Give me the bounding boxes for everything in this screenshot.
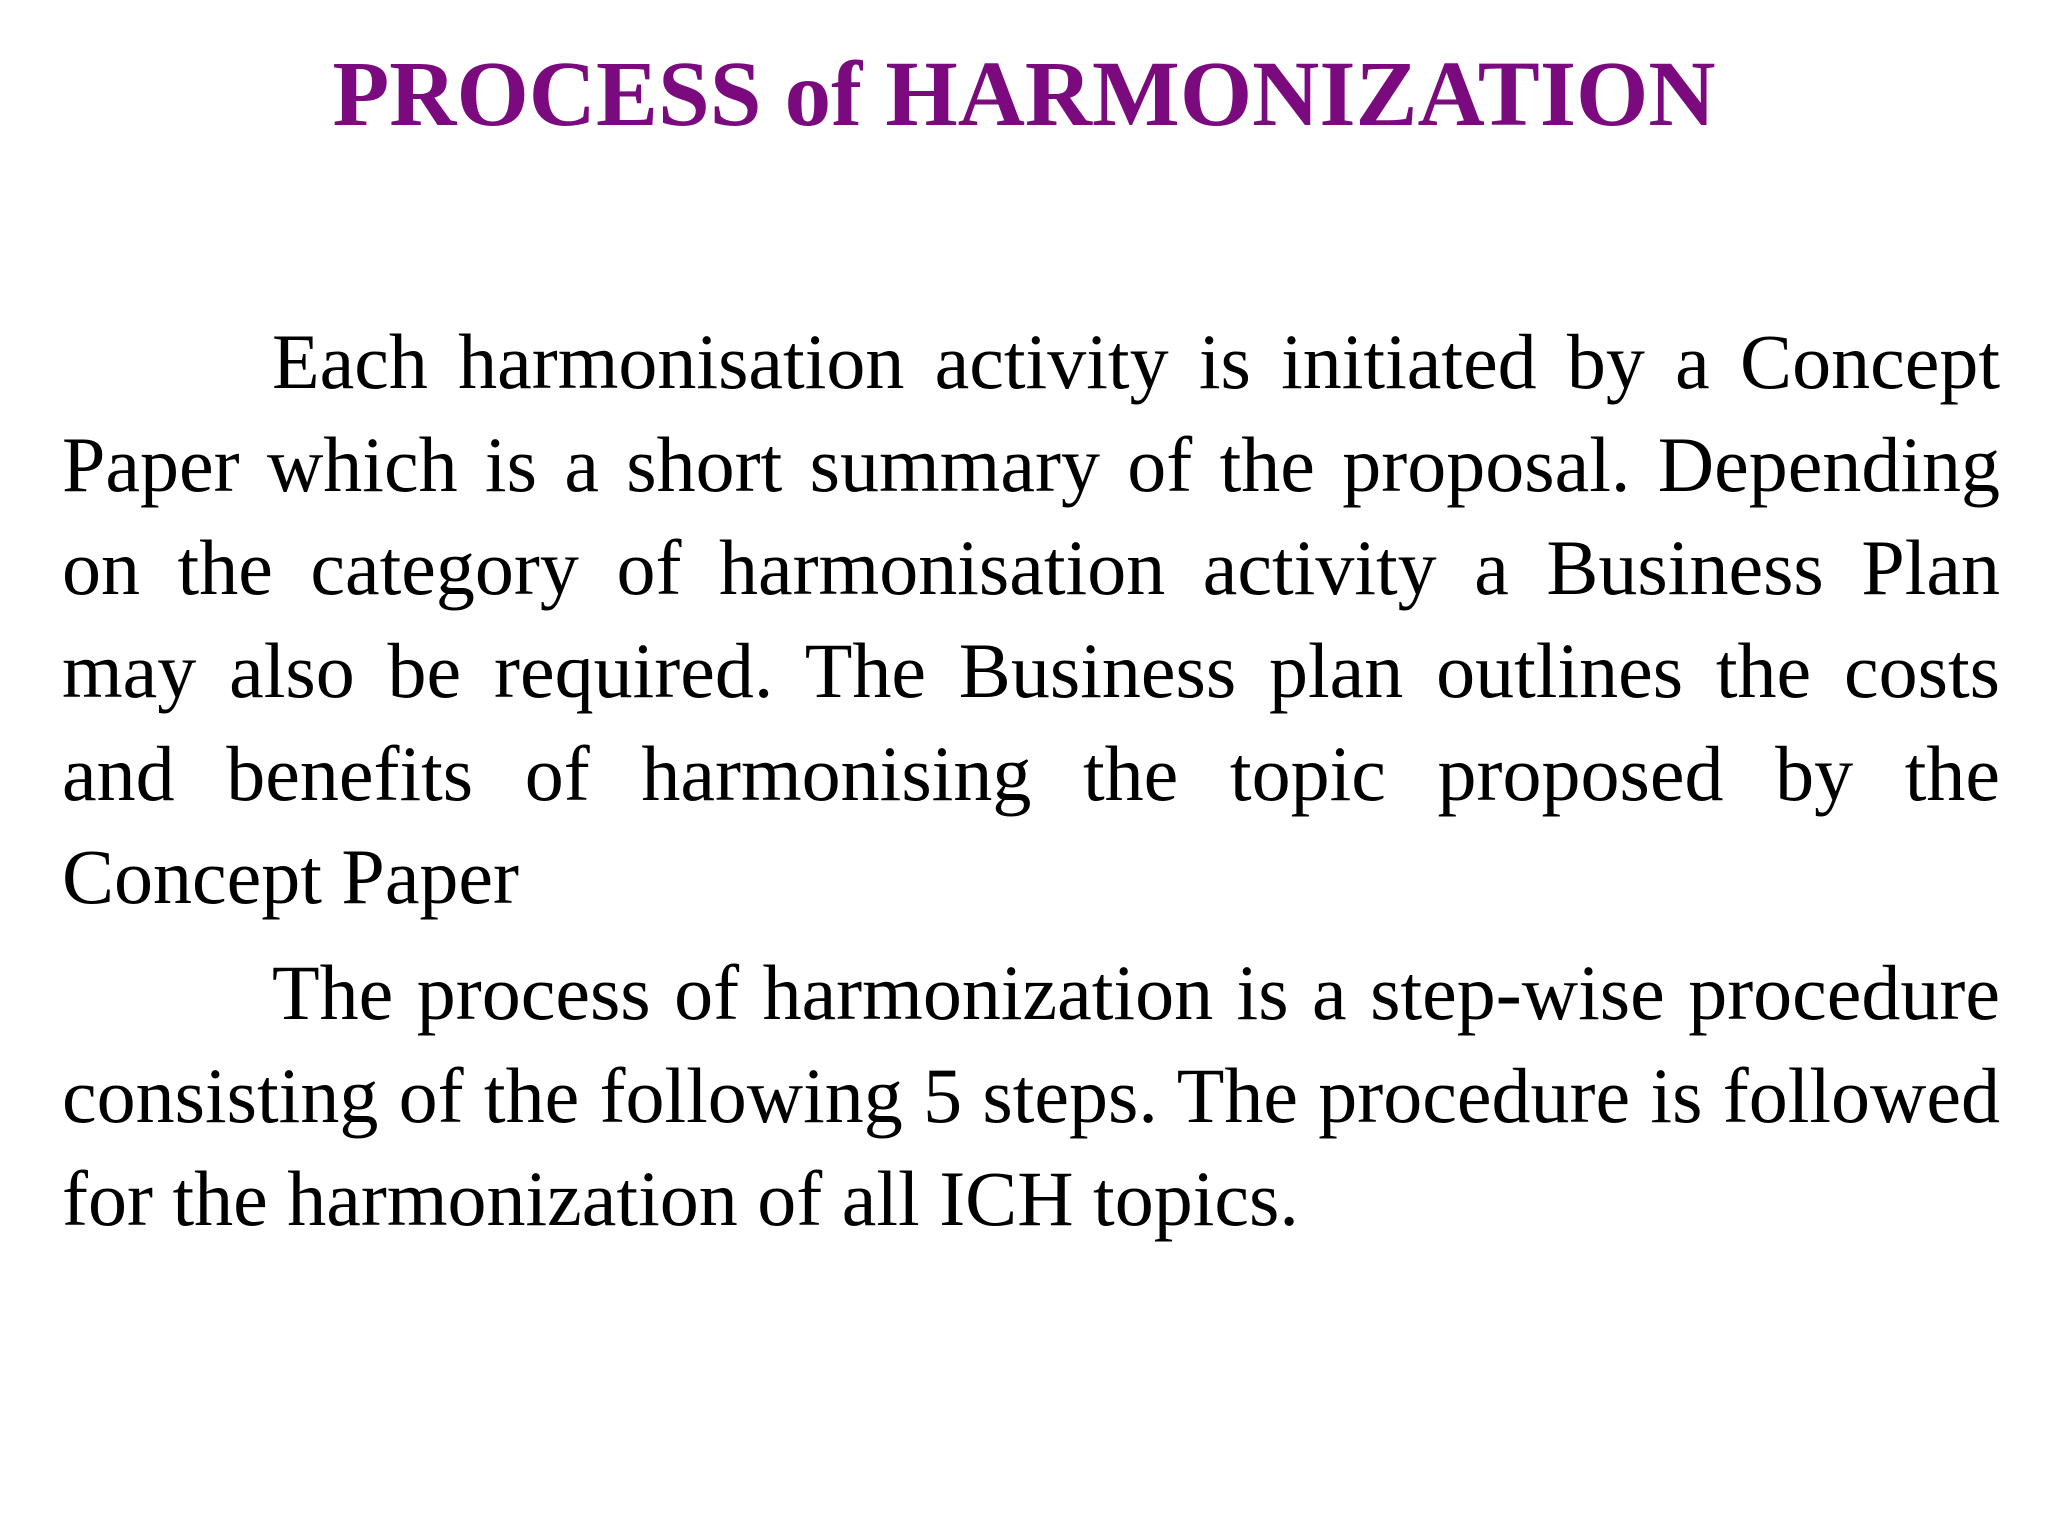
paragraph-concept-paper: Each harmonisation activity is initiated by a Concept Paper which is a short summary of the proposal. Depending on the category of harmonisation activity a Business Plan may also be required. The Business plan outlines the costs and benefits of harmonising the topic proposed by the Concept Paper	[62, 318, 2000, 920]
slide-body	[62, 310, 2000, 1250]
paragraph-process-steps: The process of harmonization is a step-wise procedure consisting of the following 5 steps. The procedure is followed for the harmonization of all ICH topics.	[62, 949, 2000, 1242]
slide-title: PROCESS of HARMONIZATION	[332, 43, 1716, 146]
